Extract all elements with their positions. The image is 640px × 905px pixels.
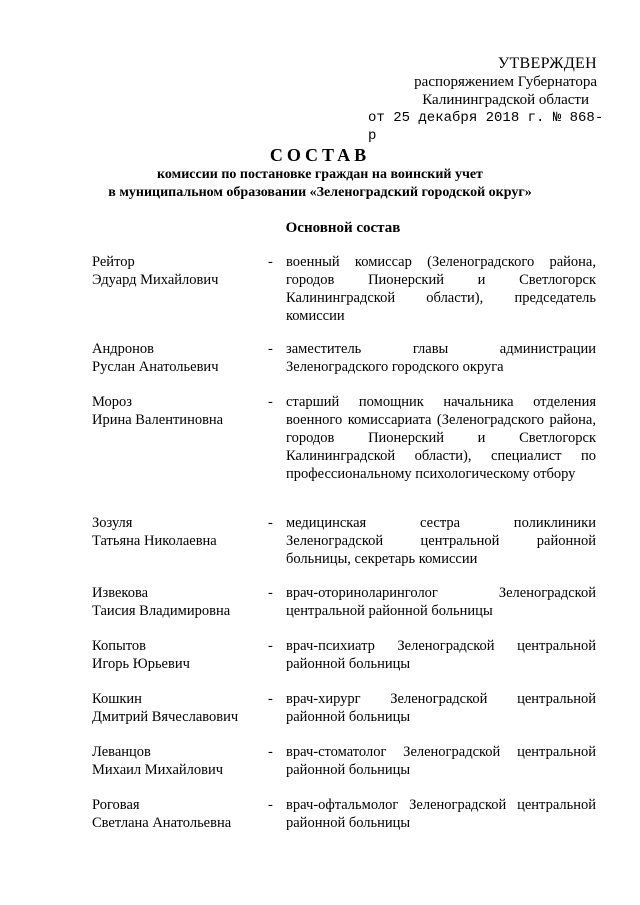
member-name — [92, 690, 262, 726]
member-role: врач-стоматолог Зеленоградской центральной районной больницы — [286, 744, 596, 778]
approval-region: Калининградской области — [422, 92, 589, 108]
approval-date: от 25 декабря 2018 г. № 868-р — [368, 110, 604, 144]
member-dash: - — [268, 585, 273, 601]
member-surname: Копытов — [92, 638, 146, 654]
document-subtitle-line-1: комиссии по постановке граждан на воинский учет — [157, 167, 483, 182]
member-dash: - — [268, 744, 273, 760]
member-given-name: Руслан Анатольевич — [92, 359, 219, 375]
member-role: медицинская сестра поликлиники Зеленоградской центральной районной больницы, секретарь комиссии — [286, 515, 596, 567]
section-title: Основной состав — [285, 220, 401, 236]
member-given-name: Михаил Михайлович — [92, 762, 224, 778]
member-name — [92, 340, 262, 376]
document-heading — [0, 144, 640, 202]
member-surname: Роговая — [92, 797, 140, 813]
approval-issuer: распоряжением Губернатора — [414, 74, 597, 90]
member-role: старший помощник начальника отделения военного комиссариата (Зеленоградского района, городов Пионерский и Светлогорск Калининградской области), специалист по профессиональному психологическому отбору — [286, 394, 596, 482]
member-dash: - — [268, 797, 273, 813]
member-name — [92, 514, 262, 550]
member-surname: Рейтор — [92, 254, 135, 270]
member-dash: - — [268, 394, 273, 410]
member-name — [92, 743, 262, 779]
member-surname: Мороз — [92, 394, 133, 410]
member-role: врач-оториноларинголог Зеленоградской центральной районной больницы — [286, 585, 596, 619]
member-name — [92, 637, 262, 673]
member-surname: Леванцов — [92, 744, 151, 760]
member-dash: - — [268, 341, 273, 357]
member-name — [92, 796, 262, 832]
document-title: СОСТАВ — [269, 145, 371, 165]
member-name — [92, 253, 262, 289]
member-given-name: Дмитрий Вячеславович — [92, 709, 239, 725]
member-given-name: Игорь Юрьевич — [92, 656, 190, 672]
member-given-name: Ирина Валентиновна — [92, 412, 224, 428]
document-subtitle-line-2: в муниципальном образовании «Зеленоградский городской округ» — [108, 185, 532, 200]
member-role: заместитель главы администрации Зеленоградского городского округа — [286, 341, 596, 375]
approval-title: УТВЕРЖДЕН — [497, 55, 597, 72]
member-dash: - — [268, 515, 273, 531]
member-name — [92, 393, 262, 429]
member-given-name: Эдуард Михайлович — [92, 272, 219, 288]
member-surname: Андронов — [92, 341, 154, 357]
member-role: врач-офтальмолог Зеленоградской центральной районной больницы — [286, 797, 596, 831]
member-name — [92, 584, 262, 620]
member-surname: Извекова — [92, 585, 149, 601]
member-given-name: Татьяна Николаевна — [92, 533, 217, 549]
member-given-name: Таисия Владимировна — [92, 603, 231, 619]
member-role: врач-хирург Зеленоградской центральной районной больницы — [286, 691, 596, 725]
member-role: военный комиссар (Зеленоградского района, городов Пионерский и Светлогорск Калининградской области), председатель комиссии — [286, 254, 596, 324]
approval-stamp — [360, 55, 605, 145]
member-surname: Кошкин — [92, 691, 142, 707]
member-surname: Зозуля — [92, 515, 133, 531]
member-dash: - — [268, 691, 273, 707]
member-dash: - — [268, 254, 273, 270]
member-role: врач-психиатр Зеленоградской центральной районной больницы — [286, 638, 596, 672]
member-given-name: Светлана Анатольевна — [92, 815, 232, 831]
member-dash: - — [268, 638, 273, 654]
